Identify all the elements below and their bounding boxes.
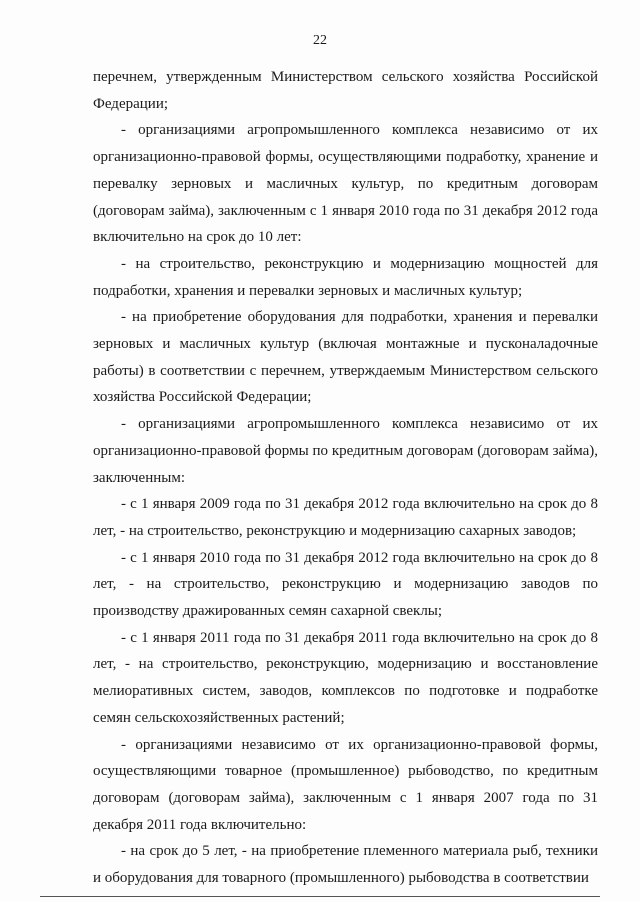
paragraph-6: - с 1 января 2009 года по 31 декабря 2012 года включительно на срок до 8 лет, - на строительство, реконструкцию и модернизацию сахарных заводов; — [93, 496, 598, 539]
paragraph-10: - на срок до 5 лет, - на приобретение племенного материала рыб, техники и оборудования для товарного (промышленного) рыбоводства в соответствии — [93, 843, 598, 887]
page-number: 22 — [313, 33, 327, 48]
paragraph-1: перечнем, утвержденным Министерством сельского хозяйства Российской Федерации; — [93, 69, 598, 112]
paragraph-9: - организациями независимо от их организационно-правовой формы, осуществляющими товарное (промышленное) рыбоводство, по кредитным договорам (договорам займа), заключенным с 1 января 2007 года по 31 декабря 2011 года включительно: — [93, 736, 598, 833]
paragraph-5: - организациями агропромышленного комплекса независимо от их организационно-правовой формы по кредитным договорам (договорам займа), заключенным: — [93, 416, 598, 486]
paragraph-3: - на строительство, реконструкцию и модернизацию мощностей для подработки, хранения и перевалки зерновых и масличных культур; — [93, 255, 598, 299]
paragraph-2: - организациями агропромышленного комплекса независимо от их организационно-правовой формы, осуществляющими подработку, хранение и перевалку зерновых и масличных культур, по кредитным договорам (договорам займа), заключенным с 1 января 2010 года по 31 декабря 2012 года включительно на срок до 10 лет: — [93, 122, 598, 246]
document-body — [93, 64, 598, 892]
paragraph-8: - с 1 января 2011 года по 31 декабря 2011 года включительно на срок до 8 лет, - на строительство, реконструкцию, модернизацию и восстановление мелиоративных систем, заводов, комплексов по подготовке и подработке семян сельскохозяйственных растений; — [93, 629, 598, 726]
paragraph-7: - с 1 января 2010 года по 31 декабря 2012 года включительно на срок до 8 лет, - на строительство, реконструкцию и модернизацию заводов по производству дражированных семян сахарной свеклы; — [93, 549, 598, 620]
paragraph-4: - на приобретение оборудования для подработки, хранения и перевалки зерновых и масличных культур (включая монтажные и пусконаладочные работы) в соответствии с перечнем, утверждаемым Министерством сельского хозяйства Российской Федерации; — [93, 309, 598, 406]
page-bottom-rule — [40, 896, 600, 897]
